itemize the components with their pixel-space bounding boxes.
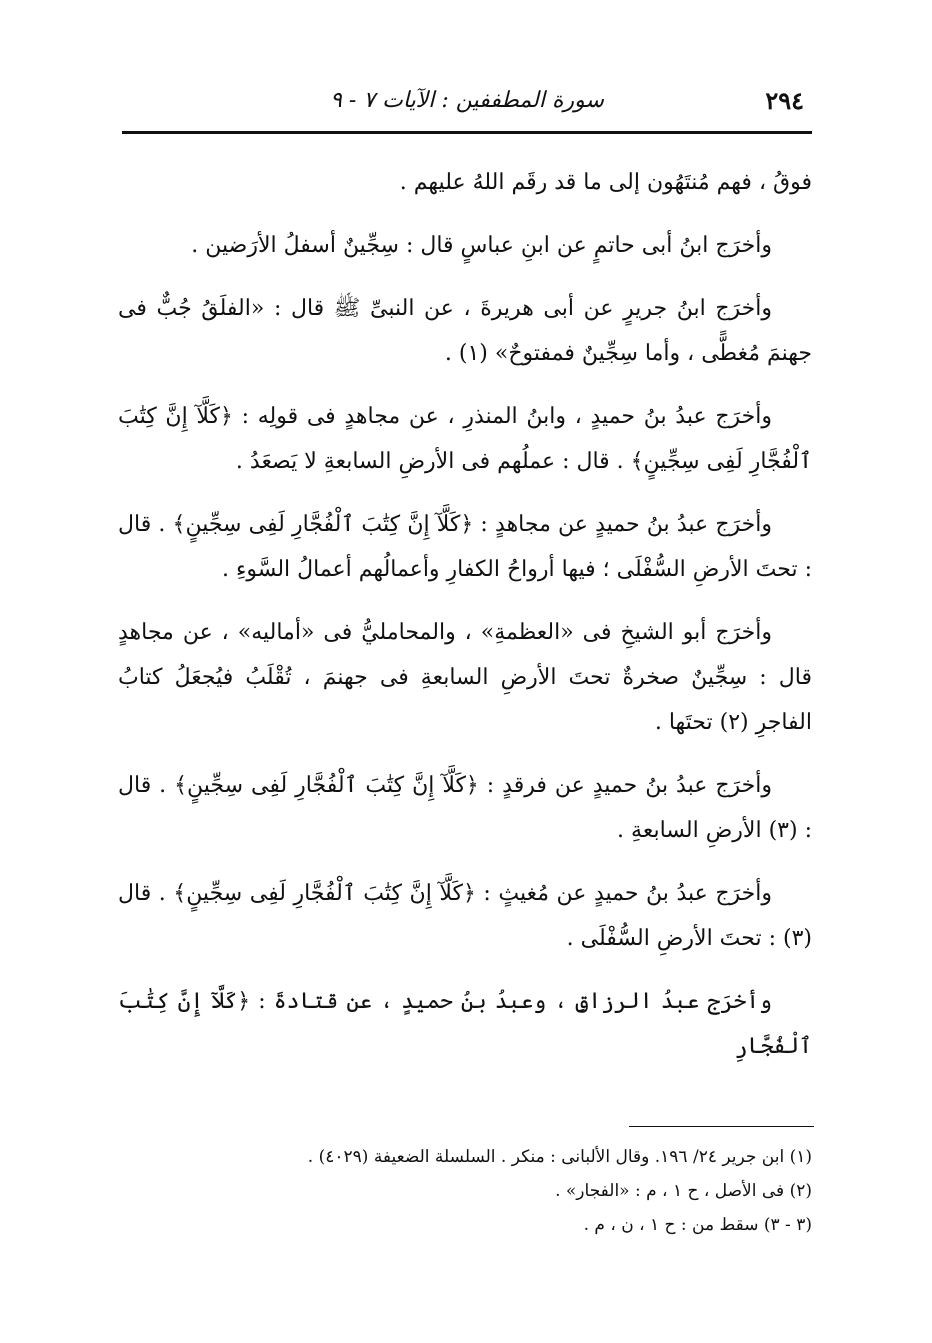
running-title: سورة المطففين : الآيات ٧ - ٩ bbox=[330, 88, 604, 113]
paragraph: وأخرَج ابنُ أبى حاتمٍ عن ابنِ عباسٍ قال : سِجِّينٌ أسفلُ الأرَضين . bbox=[191, 233, 772, 258]
page-number: ٢٩٤ bbox=[765, 86, 804, 115]
paragraph: وأخرَج عبدُ بنُ حميدٍ ، وابنُ المنذرِ ، عن مجاهدٍ فى قولِه : ﴿كَلَّآ إِنَّ كِتَٰبَ ٱلْفُجَّارِ لَفِى سِجِّينٍ﴾ . قال : عملُهم فى الأرضِ السابعةِ لا يَصعَدُ . bbox=[118, 404, 812, 474]
paragraph: وأخرَج عبدُ بنُ حميدٍ عن مُغيثٍ : ﴿كَلَّآ إِنَّ كِتَٰبَ ٱلْفُجَّارِ لَفِى سِجِّينٍ﴾ . قال (٣) : تحتَ الأرضِ السُّفْلَى . bbox=[118, 881, 812, 951]
footnote: (٢) فى الأصل ، ح ١ ، م : «الفجار» . bbox=[555, 1181, 812, 1201]
footnote-rule bbox=[629, 1126, 814, 1127]
footnote: (٣ - ٣) سقط من : ح ١ ، ن ، م . bbox=[583, 1215, 812, 1235]
footnotes bbox=[118, 1140, 812, 1242]
paragraph: وأخرَج ابنُ جريرٍ عن أبى هريرةَ ، عن النبىِّ ﷺ قال : «الفلَقُ جُبٌّ فى جهنمَ مُغطًّى ، وأما سِجِّينٌ فمفتوحٌ» (١) . bbox=[118, 296, 812, 366]
paragraph: فوقُ ، فهم مُنتَهُون إلى ما قد رقَم اللهُ عليهم . bbox=[399, 170, 812, 195]
paragraph: وأخرَج عبدُ بنُ حميدٍ عن مجاهدٍ : ﴿كَلَّآ إِنَّ كِتَٰبَ ٱلْفُجَّارِ لَفِى سِجِّينٍ﴾ . قال : تحتَ الأرضِ السُّفْلَى ؛ فيها أرواحُ الكفارِ وأعمالُهم أعمالُ السَّوءِ . bbox=[118, 512, 812, 582]
page-header bbox=[122, 86, 812, 126]
paragraph: وأخرَج عبدُ بنُ حميدٍ عن فرقدٍ : ﴿كَلَّآ إِنَّ كِتَٰبَ ٱلْفُجَّارِ لَفِى سِجِّينٍ﴾ . قال : (٣) الأرضِ السابعةِ . bbox=[118, 773, 812, 843]
footnote: (١) ابن جرير ٢٤/ ١٩٦. وقال الألبانى : منكر . السلسلة الضعيفة (٤٠٢٩) . bbox=[307, 1147, 812, 1167]
header-rule bbox=[122, 131, 812, 134]
paragraph: وأخرَج عبدُ الرزاقِ ، وعبدُ بنُ حميدٍ ، عن قتادةَ : ﴿كَلَّآ إِنَّ كِتَٰبَ ٱلْفُجَّارِ bbox=[118, 989, 812, 1059]
main-text bbox=[118, 160, 812, 1087]
paragraph: وأخرَج أبو الشيخِ فى «العظمةِ» ، والمحامليُّ فى «أماليه» ، عن مجاهدٍ قال : سِجِّينٌ صخرةٌ تحتَ الأرضِ السابعةِ فى جهنمَ ، تُقْلَبُ فيُجعَلُ كتابُ الفاجرِ (٢) تحتَها . bbox=[118, 620, 812, 735]
